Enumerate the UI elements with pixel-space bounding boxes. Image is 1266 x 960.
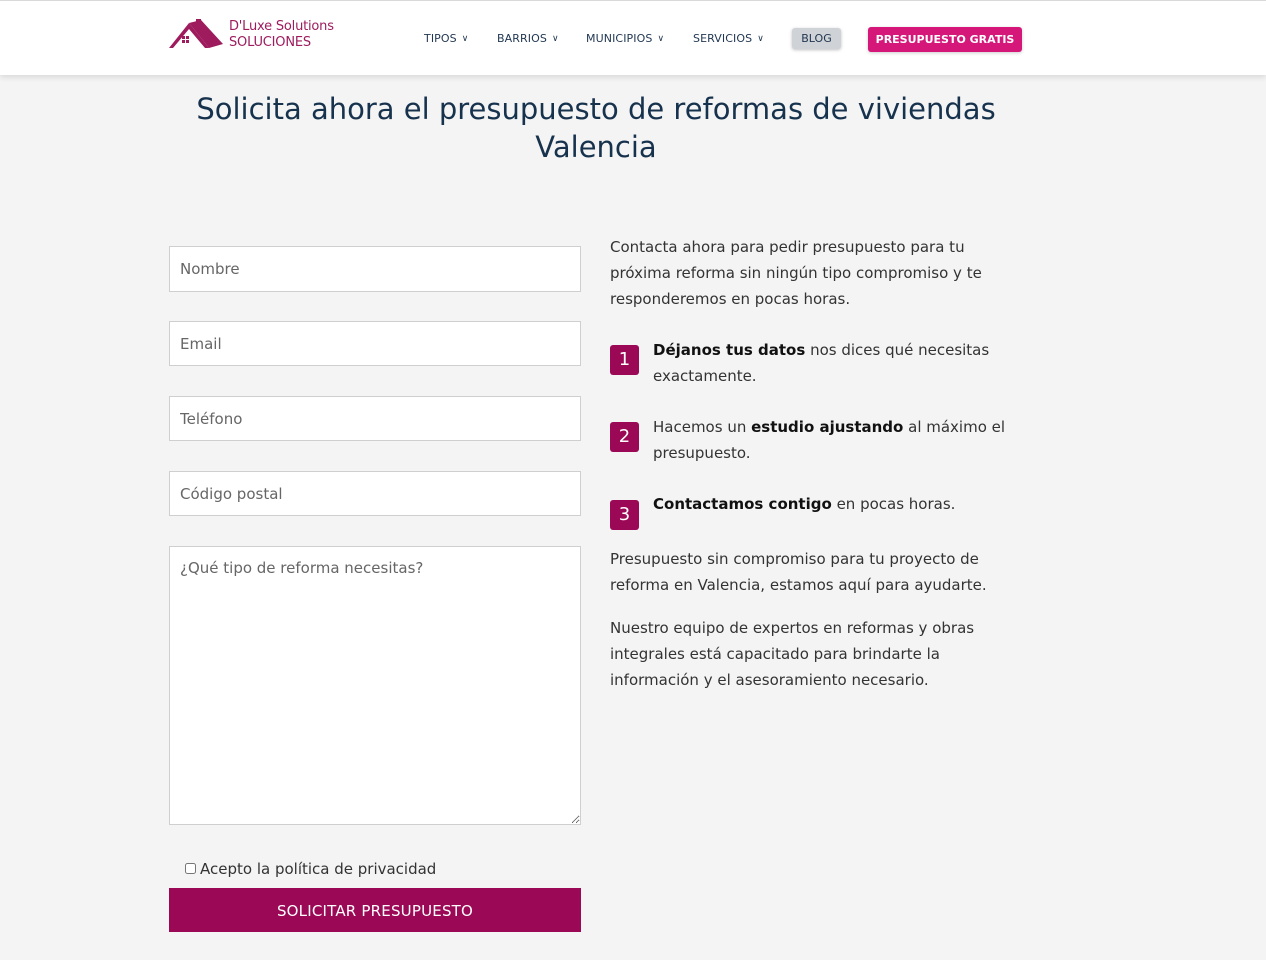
email-field[interactable]: [169, 321, 581, 366]
logo-subtext: SOLUCIONES: [229, 35, 311, 50]
postal-code-field[interactable]: [169, 471, 581, 516]
phone-field[interactable]: [169, 396, 581, 441]
chevron-down-icon: ∨: [461, 34, 469, 44]
step-emphasis: Déjanos tus datos: [653, 341, 806, 359]
nav-label: MUNICIPIOS: [586, 32, 653, 45]
nav-barrios[interactable]: [497, 32, 559, 45]
step-emphasis: Contactamos contigo: [653, 495, 832, 513]
step-2-text: [653, 414, 1038, 466]
nav-label: SERVICIOS: [693, 32, 753, 45]
step-1-text: [653, 337, 1038, 389]
chevron-down-icon: ∨: [757, 34, 764, 44]
name-field[interactable]: [169, 246, 581, 292]
team-text: Nuestro equipo de expertos en reformas y obras integrales está capacitado para brindarte la información y el asesoramiento necesario.: [610, 619, 975, 689]
step-rest: en pocas horas.: [831, 495, 956, 513]
nav-label: BARRIOS: [497, 32, 547, 45]
nav-label: TIPOS: [424, 32, 457, 45]
privacy-consent[interactable]: [185, 860, 436, 878]
free-quote-button[interactable]: PRESUPUESTO GRATIS: [868, 27, 1022, 52]
step-number-badge: 2: [610, 422, 639, 452]
blog-button[interactable]: BLOG: [792, 28, 841, 49]
logo[interactable]: [168, 18, 338, 52]
site-header: [0, 0, 1266, 75]
step-number-badge: 1: [610, 345, 639, 375]
intro-text: Contacta ahora para pedir presupuesto para tu próxima reforma sin ningún tipo compromiso y te responderemos en pocas horas.: [610, 238, 982, 308]
step-3-text: [653, 491, 1038, 517]
step-rest: nos dices qué necesitas exactamente.: [653, 341, 990, 385]
chevron-down-icon: ∨: [657, 34, 665, 44]
submit-button[interactable]: SOLICITAR PRESUPUESTO: [169, 888, 581, 932]
page-title: Solicita ahora el presupuesto de reformas de viviendas Valencia: [196, 92, 996, 164]
nav-tipos[interactable]: [424, 32, 468, 45]
nav-municipios[interactable]: [586, 32, 664, 45]
step-emphasis: estudio ajustando: [751, 418, 904, 436]
step-rest: al máximo el presupuesto.: [653, 418, 1006, 462]
privacy-checkbox[interactable]: [185, 863, 196, 874]
privacy-label: Acepto la política de privacidad: [200, 860, 437, 878]
logo-text: D'Luxe Solutions: [229, 19, 334, 34]
step-number-badge: 3: [610, 500, 639, 530]
step-pre: Hacemos un: [653, 418, 752, 436]
commitment-text: Presupuesto sin compromiso para tu proyecto de reforma en Valencia, estamos aquí para ayudarte.: [610, 550, 987, 594]
chevron-down-icon: ∨: [551, 34, 559, 44]
house-roof-icon: [168, 18, 224, 50]
reform-type-field[interactable]: [169, 546, 581, 825]
nav-servicios[interactable]: [693, 32, 764, 45]
